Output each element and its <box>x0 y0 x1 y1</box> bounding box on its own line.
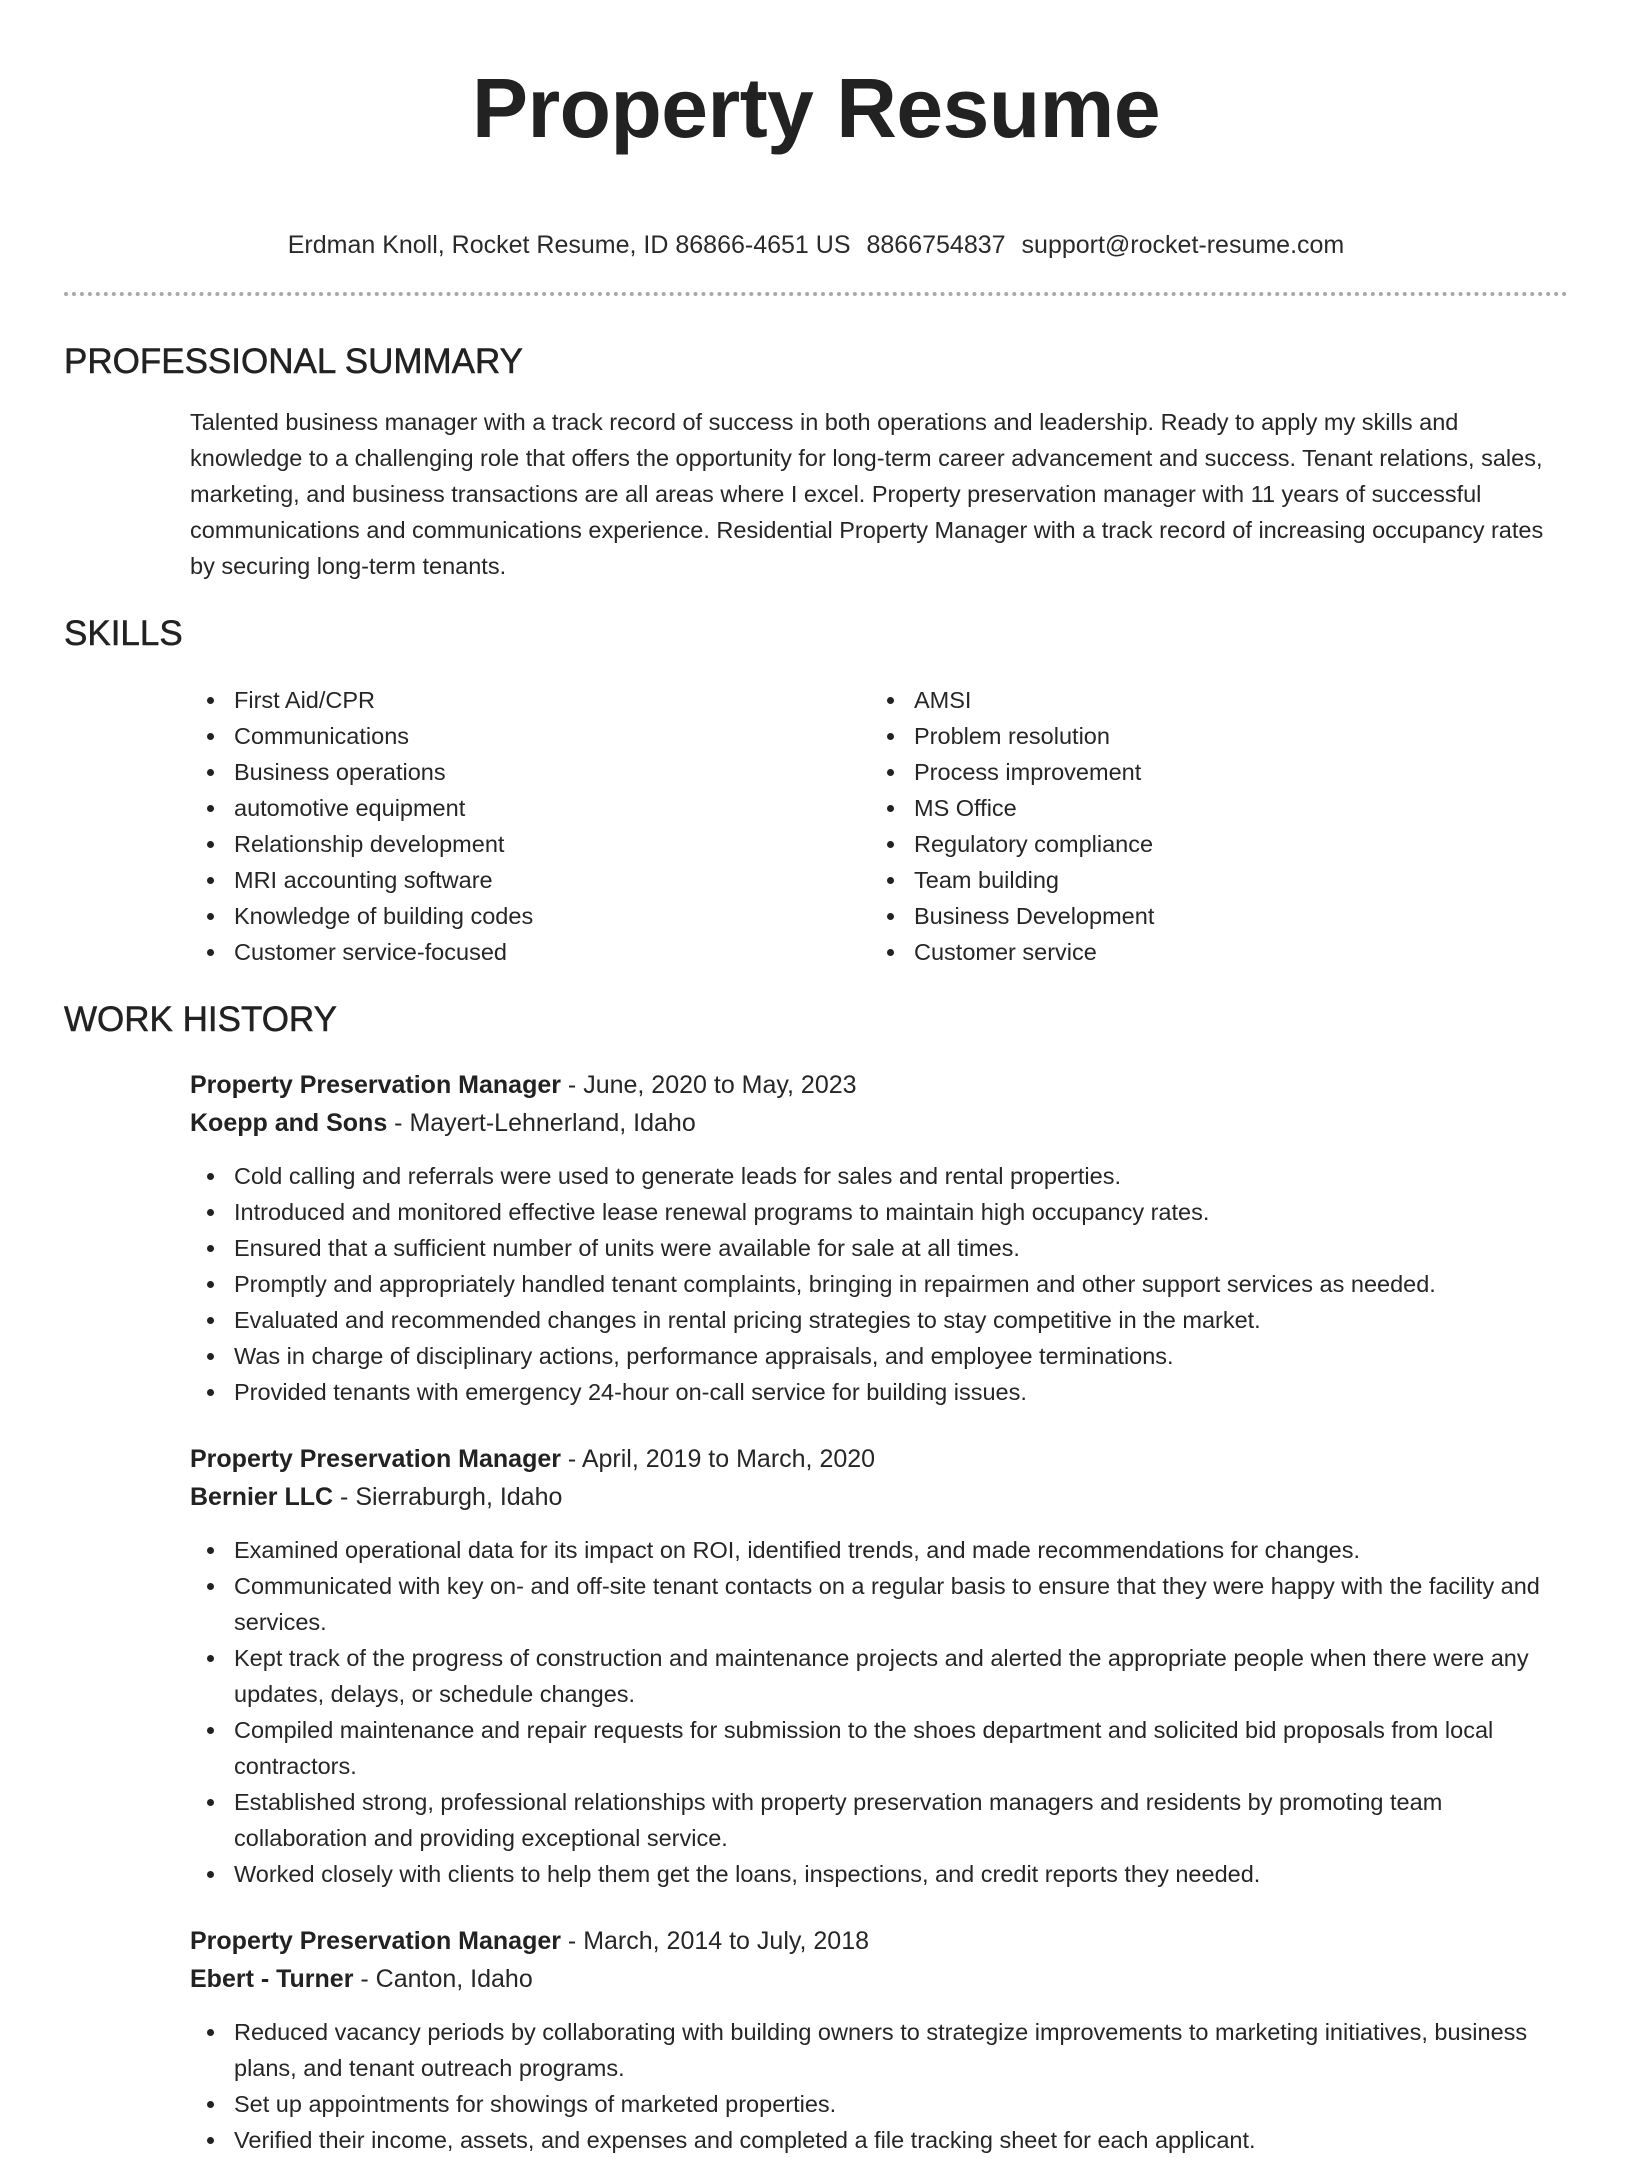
skill-item: Customer service-focused <box>190 934 870 970</box>
skill-item: Team building <box>870 862 1550 898</box>
job-title-line: Property Preservation Manager - March, 2014 to July, 2018 <box>190 1927 870 1955</box>
job-dates: April, 2019 to March, 2020 <box>581 1445 876 1473</box>
job-location: Mayert-Lehnerland, Idaho <box>409 1109 696 1137</box>
job-title-line: Property Preservation Manager - April, 2019 to March, 2020 <box>190 1445 876 1473</box>
header-divider <box>64 292 1568 296</box>
job-bullet: Worked closely with clients to help them get the loans, inspections, and credit reports they needed. <box>190 1856 1568 1892</box>
skill-item: automotive equipment <box>190 790 870 826</box>
contact-phone: 8866754837 <box>866 231 1006 259</box>
job-bullet: Set up appointments for showings of marketed properties. <box>190 2086 1568 2122</box>
skill-item: Regulatory compliance <box>870 826 1550 862</box>
job-company: Koepp and Sons <box>190 1109 388 1137</box>
job-bullet: Verified their income, assets, and expenses and completed a file tracking sheet for each applicant. <box>190 2122 1568 2158</box>
contact-email: support@rocket-resume.com <box>1021 231 1345 259</box>
skills-heading: SKILLS <box>64 614 183 653</box>
job-title: Property Preservation Manager <box>190 1445 561 1473</box>
job-company: Ebert - Turner <box>190 1965 354 1993</box>
job-bullet: Promptly and appropriately handled tenant complaints, bringing in repairmen and other support services as needed. <box>190 1266 1568 1302</box>
skill-item: Process improvement <box>870 754 1550 790</box>
skills-right-column <box>870 682 1550 970</box>
skill-item: MS Office <box>870 790 1550 826</box>
job-location: Sierraburgh, Idaho <box>355 1483 563 1511</box>
summary-text: Talented business manager with a track record of success in both operations and leadership. Ready to apply my skills and knowledge to a challenging role that offers the opportunity for long-term career advancement and success. Tenant relations, sales, marketing, and business transactions are all areas where I excel. Property preservation manager with 11 years of successful communications and communications experience. Residential Property Manager with a track record of increasing occupancy rates by securing long-term tenants. <box>190 409 1544 579</box>
job-company-line: Bernier LLC - Sierraburgh, Idaho <box>190 1483 563 1511</box>
job-entry <box>190 1922 1568 2158</box>
skill-item: Customer service <box>870 934 1550 970</box>
page-title: Property Resume <box>471 61 1161 155</box>
job-bullet: Provided tenants with emergency 24-hour on-call service for building issues. <box>190 1374 1568 1410</box>
skill-item: MRI accounting software <box>190 862 870 898</box>
skill-item: Problem resolution <box>870 718 1550 754</box>
summary-heading: PROFESSIONAL SUMMARY <box>64 342 523 381</box>
skill-item: Communications <box>190 718 870 754</box>
skill-item: Business Development <box>870 898 1550 934</box>
job-bullet: Compiled maintenance and repair requests for submission to the shoes department and solicited bid proposals from local contractors. <box>190 1712 1568 1784</box>
job-bullet: Kept track of the progress of construction and maintenance projects and alerted the appropriate people when there were any updates, delays, or schedule changes. <box>190 1640 1568 1712</box>
job-bullet: Examined operational data for its impact on ROI, identified trends, and made recommendations for changes. <box>190 1532 1568 1568</box>
job-title: Property Preservation Manager <box>190 1071 561 1099</box>
job-bullet: Reduced vacancy periods by collaborating with building owners to strategize improvements to marketing initiatives, business plans, and tenant outreach programs. <box>190 2014 1568 2086</box>
job-bullet: Introduced and monitored effective lease renewal programs to maintain high occupancy rates. <box>190 1194 1568 1230</box>
work-history-heading: WORK HISTORY <box>64 1000 337 1039</box>
skill-item: Business operations <box>190 754 870 790</box>
skill-item: AMSI <box>870 682 1550 718</box>
job-company: Bernier LLC <box>190 1483 334 1511</box>
skills-columns <box>190 682 1568 970</box>
job-bullet: Evaluated and recommended changes in rental pricing strategies to stay competitive in the market. <box>190 1302 1568 1338</box>
job-bullet: Ensured that a sufficient number of units were available for sale at all times. <box>190 1230 1568 1266</box>
skills-left-column <box>190 682 870 970</box>
job-company-line: Koepp and Sons - Mayert-Lehnerland, Idaho <box>190 1109 696 1137</box>
job-bullet: Communicated with key on- and off-site tenant contacts on a regular basis to ensure that they were happy with the facility and services. <box>190 1568 1568 1640</box>
job-bullet-list <box>190 2014 1568 2158</box>
skill-item: Knowledge of building codes <box>190 898 870 934</box>
contact-line <box>64 230 1568 260</box>
job-bullet: Cold calling and referrals were used to generate leads for sales and rental properties. <box>190 1158 1568 1194</box>
job-bullet-list <box>190 1158 1568 1410</box>
skill-item: Relationship development <box>190 826 870 862</box>
contact-address: Erdman Knoll, Rocket Resume, ID 86866-4651 US <box>287 231 851 259</box>
job-dates: June, 2020 to May, 2023 <box>583 1071 857 1099</box>
job-bullet: Established strong, professional relationships with property preservation managers and residents by promoting team collaboration and providing exceptional service. <box>190 1784 1568 1856</box>
job-entry <box>190 1440 1568 1892</box>
job-dates: March, 2014 to July, 2018 <box>583 1927 870 1955</box>
job-bullet-list <box>190 1532 1568 1892</box>
job-location: Canton, Idaho <box>375 1965 533 1993</box>
skill-item: First Aid/CPR <box>190 682 870 718</box>
job-bullet: Was in charge of disciplinary actions, performance appraisals, and employee terminations. <box>190 1338 1568 1374</box>
job-title: Property Preservation Manager <box>190 1927 561 1955</box>
job-entry <box>190 1066 1568 1410</box>
job-title-line: Property Preservation Manager - June, 2020 to May, 2023 <box>190 1071 857 1099</box>
job-company-line: Ebert - Turner - Canton, Idaho <box>190 1965 533 1993</box>
